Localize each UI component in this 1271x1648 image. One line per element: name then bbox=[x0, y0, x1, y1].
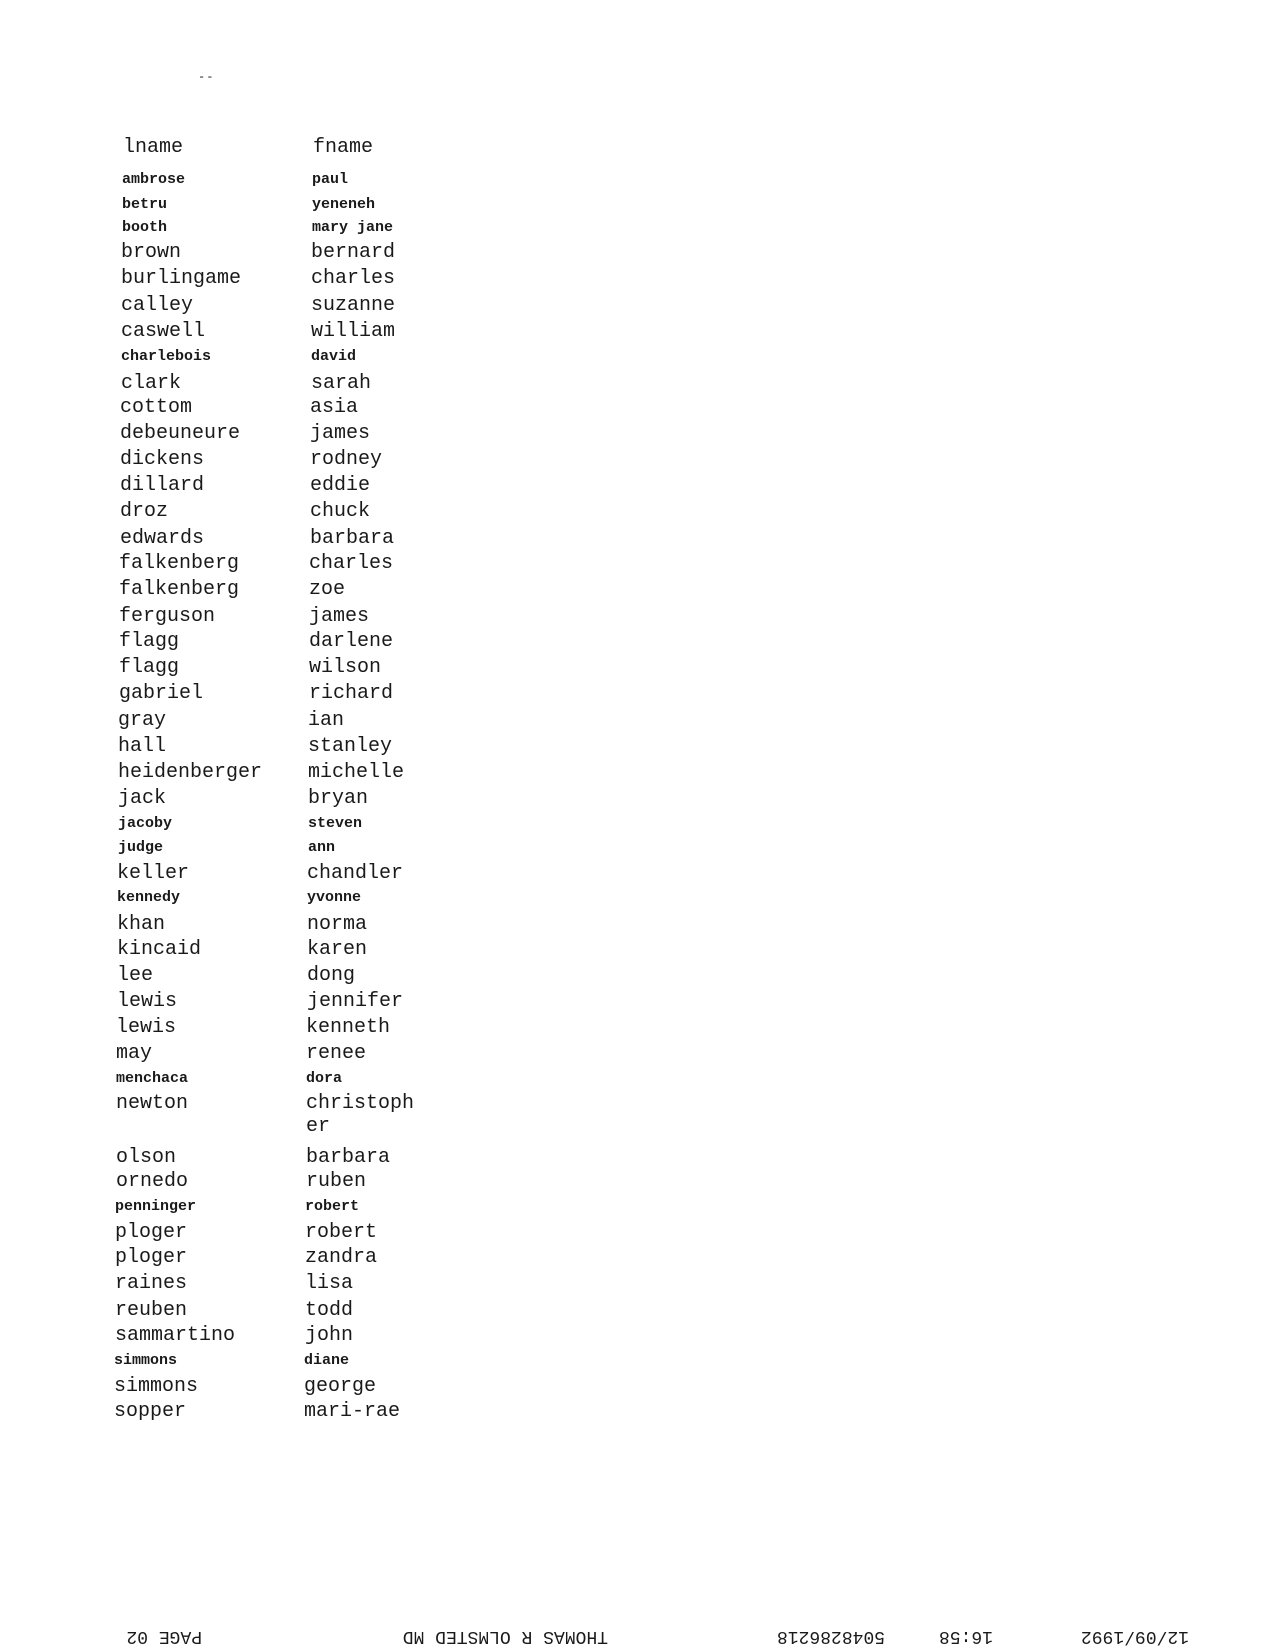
fax-footer bbox=[0, 1622, 1271, 1648]
lname-cell: flagg bbox=[119, 656, 180, 679]
lname-cell: may bbox=[116, 1042, 153, 1065]
fname-cell: chuck bbox=[310, 500, 371, 523]
lname-cell: menchaca bbox=[116, 1070, 189, 1087]
lname-cell: dillard bbox=[120, 474, 205, 497]
lname-cell: sopper bbox=[114, 1400, 187, 1423]
lname-cell: reuben bbox=[115, 1299, 188, 1322]
lname-cell: booth bbox=[122, 219, 168, 236]
fname-cell: asia bbox=[310, 396, 359, 419]
fname-cell: christoph bbox=[306, 1092, 415, 1115]
lname-cell: khan bbox=[117, 913, 166, 936]
lname-cell: charlebois bbox=[121, 348, 212, 365]
fname-cell: william bbox=[311, 320, 396, 343]
sender-name: THOMAS R OLMSTED MD bbox=[402, 1626, 608, 1646]
fname-cell: norma bbox=[307, 913, 368, 936]
fname-cell: james bbox=[310, 422, 371, 445]
lname-cell: falkenberg bbox=[119, 578, 240, 601]
fname-cell: paul bbox=[312, 171, 349, 188]
fname-cell: zoe bbox=[309, 578, 346, 601]
fname-cell: barbara bbox=[306, 1146, 391, 1169]
fname-cell: karen bbox=[307, 938, 368, 961]
fname-cell: richard bbox=[309, 682, 394, 705]
fname-cell: ruben bbox=[306, 1170, 367, 1193]
lname-cell: raines bbox=[115, 1272, 188, 1295]
fname-cell: rodney bbox=[310, 448, 383, 471]
lname-cell: edwards bbox=[120, 527, 205, 550]
fname-cell: james bbox=[309, 605, 370, 628]
lname-cell: penninger bbox=[115, 1198, 197, 1215]
fname-cell: wilson bbox=[309, 656, 382, 679]
lname-cell: kennedy bbox=[117, 889, 181, 906]
fname-cell: eddie bbox=[310, 474, 371, 497]
fname-cell: yeneneh bbox=[312, 196, 376, 213]
fname-cell: kenneth bbox=[306, 1016, 391, 1039]
lname-cell: burlingame bbox=[121, 267, 242, 290]
lname-cell: betru bbox=[122, 196, 168, 213]
fname-cell: charles bbox=[311, 267, 396, 290]
lname-cell: flagg bbox=[119, 630, 180, 653]
lname-header: lname bbox=[123, 136, 184, 159]
lname-cell: gabriel bbox=[119, 682, 204, 705]
fname-cell: jennifer bbox=[307, 990, 404, 1013]
lname-cell: simmons bbox=[114, 1352, 178, 1369]
lname-cell: ferguson bbox=[119, 605, 216, 628]
lname-cell: ploger bbox=[115, 1246, 188, 1269]
top-mark: -- bbox=[198, 70, 215, 84]
fname-cell: charles bbox=[309, 552, 394, 575]
fname-cell: dong bbox=[307, 964, 356, 987]
page-number: PAGE 02 bbox=[126, 1626, 202, 1646]
lname-cell: droz bbox=[120, 500, 169, 523]
lname-cell: keller bbox=[117, 862, 190, 885]
fname-cell: suzanne bbox=[311, 294, 396, 317]
lname-cell: ornedo bbox=[116, 1170, 189, 1193]
lname-cell: newton bbox=[116, 1092, 189, 1115]
lname-cell: debeuneure bbox=[120, 422, 241, 445]
fax-time: 16:58 bbox=[938, 1626, 993, 1646]
lname-cell: falkenberg bbox=[119, 552, 240, 575]
fname-cell: robert bbox=[305, 1221, 378, 1244]
lname-cell: lewis bbox=[116, 1016, 177, 1039]
lname-cell: gray bbox=[118, 709, 167, 732]
fname-cell: ian bbox=[308, 709, 345, 732]
lname-cell: dickens bbox=[120, 448, 205, 471]
lname-cell: calley bbox=[121, 294, 194, 317]
lname-cell: olson bbox=[116, 1146, 177, 1169]
fname-cell: bryan bbox=[308, 787, 369, 810]
fname-cell: david bbox=[311, 348, 357, 365]
fname-cell: lisa bbox=[305, 1272, 354, 1295]
lname-cell: lewis bbox=[117, 990, 178, 1013]
fname-cell: barbara bbox=[310, 527, 395, 550]
lname-cell: clark bbox=[121, 372, 182, 395]
lname-cell: cottom bbox=[120, 396, 193, 419]
fname-cell: george bbox=[304, 1375, 377, 1398]
fname-cell: darlene bbox=[309, 630, 394, 653]
fname-cell: mary jane bbox=[312, 219, 394, 236]
lname-cell: ambrose bbox=[122, 171, 186, 188]
fname-cell: michelle bbox=[308, 761, 405, 784]
fname-cell: ann bbox=[308, 839, 336, 856]
fname-cell: dora bbox=[306, 1070, 343, 1087]
lname-cell: caswell bbox=[121, 320, 206, 343]
lname-cell: judge bbox=[118, 839, 164, 856]
fname-cell: chandler bbox=[307, 862, 404, 885]
fname-cell: zandra bbox=[305, 1246, 378, 1269]
fname-cell: steven bbox=[308, 815, 363, 832]
lname-cell: lee bbox=[117, 964, 154, 987]
fname-cell: diane bbox=[304, 1352, 350, 1369]
fax-date: 12/09/1992 bbox=[1080, 1626, 1189, 1646]
fname-header: fname bbox=[313, 136, 374, 159]
fname-cell: sarah bbox=[311, 372, 372, 395]
lname-cell: hall bbox=[118, 735, 167, 758]
lname-cell: jacoby bbox=[118, 815, 173, 832]
fname-cell: yvonne bbox=[307, 889, 362, 906]
lname-cell: heidenberger bbox=[118, 761, 263, 784]
lname-cell: simmons bbox=[114, 1375, 199, 1398]
fax-number: 5048286218 bbox=[776, 1626, 885, 1646]
lname-cell: jack bbox=[118, 787, 167, 810]
lname-cell: brown bbox=[121, 241, 182, 264]
fname-cell: stanley bbox=[308, 735, 393, 758]
lname-cell: ploger bbox=[115, 1221, 188, 1244]
fname-cell: robert bbox=[305, 1198, 360, 1215]
fname-cell: todd bbox=[305, 1299, 354, 1322]
fname-cell: renee bbox=[306, 1042, 367, 1065]
lname-cell: kincaid bbox=[117, 938, 202, 961]
fname-cell-continuation: er bbox=[306, 1115, 331, 1138]
fname-cell: john bbox=[305, 1324, 354, 1347]
lname-cell: sammartino bbox=[115, 1324, 236, 1347]
fname-cell: mari-rae bbox=[304, 1400, 401, 1423]
fname-cell: bernard bbox=[311, 241, 396, 264]
